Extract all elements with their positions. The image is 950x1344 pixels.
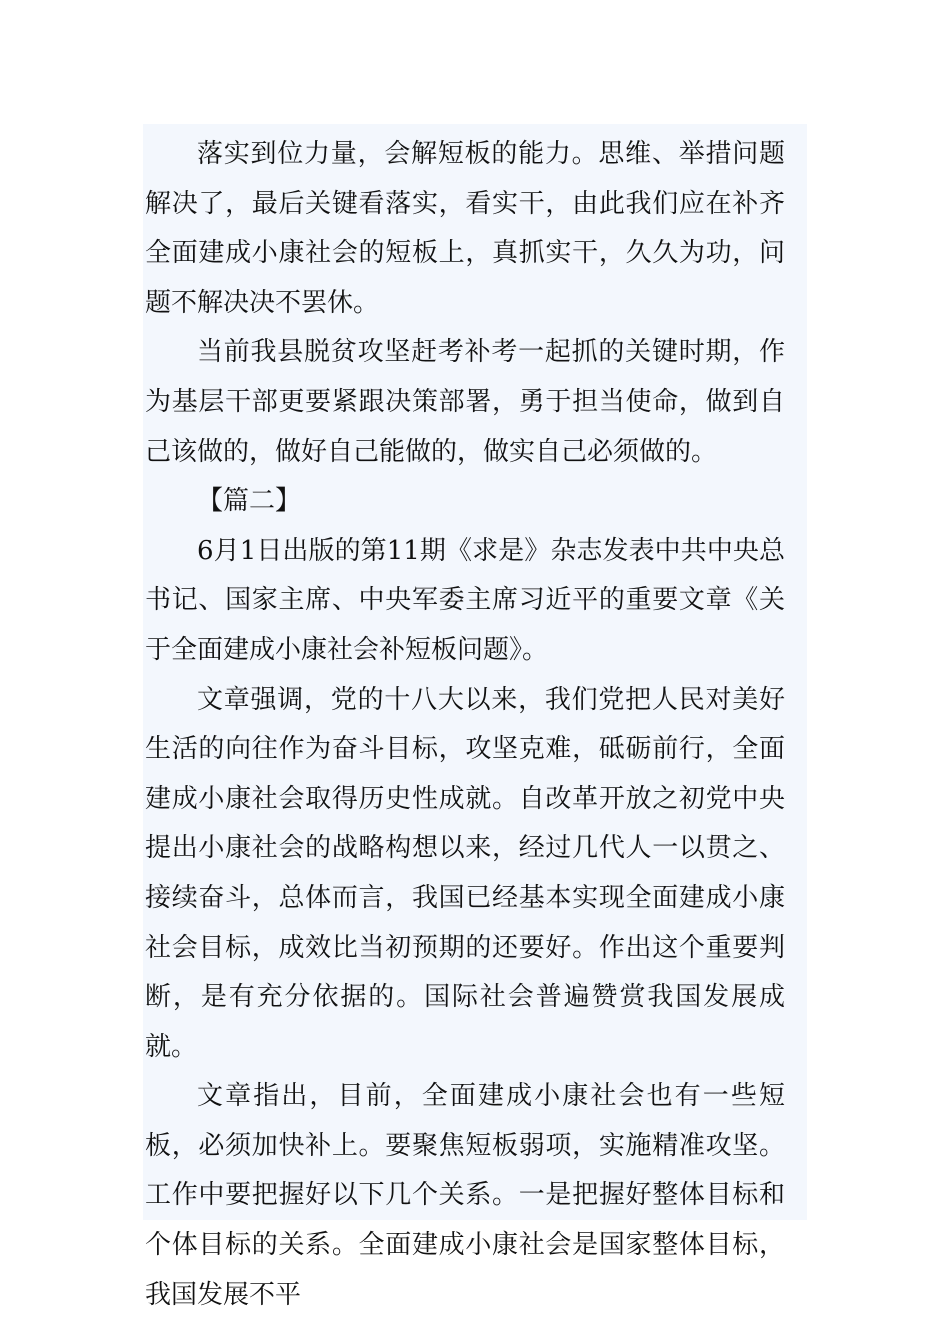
paragraph-2: 当前我县脱贫攻坚赶考补考一起抓的关键时期，作为基层干部更要紧跟决策部署，勇于担当使命，做到自己该做的，做好自己能做的，做实自己必须做的。	[145, 337, 785, 467]
paragraph-1: 落实到位力量，会解短板的能力。思维、举措问题解决了，最后关键看落实，看实干，由此我们应在补齐全面建成小康社会的短板上，真抓实干，久久为功，问题不解决决不罢休。	[145, 139, 785, 318]
paragraph-4: 文章强调，党的十八大以来，我们党把人民对美好生活的向往作为奋斗目标，攻坚克难，砥砺前行，全面建成小康社会取得历史性成就。自改革开放之初党中央提出小康社会的战略构想以来，经过几代人一以贯之、接续奋斗，总体而言，我国已经基本实现全面建成小康社会目标，成效比当初预期的还要好。作出这个重要判断，是有充分依据的。国际社会普遍赞赏我国发展成就。	[145, 684, 785, 1062]
paragraph-5: 文章指出，目前，全面建成小康社会也有一些短板，必须加快补上。要聚焦短板弱项，实施精准攻坚。工作中要把握好以下几个关系。一是把握好整体目标和个体目标的关系。全面建成小康社会是国家整体目标，我国发展不平	[145, 1081, 785, 1310]
section-heading: 【篇二】	[197, 486, 302, 517]
document-body	[145, 130, 785, 1320]
paragraph-3: 6月1日出版的第11期《求是》杂志发表中共中央总书记、国家主席、中央军委主席习近平的重要文章《关于全面建成小康社会补短板问题》。	[145, 535, 785, 665]
